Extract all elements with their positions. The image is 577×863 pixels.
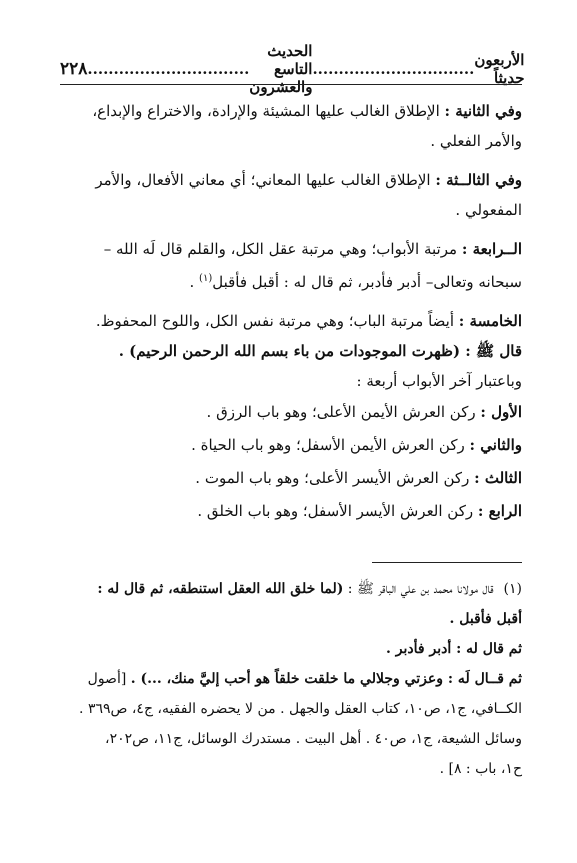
- paragraph-text: الإطلاق الغالب عليها المعاني؛ أي معاني الأفعال، والأمر المفعولي .: [95, 171, 522, 219]
- gates-list: [58, 396, 522, 528]
- paragraph-second: [58, 96, 522, 156]
- footnote-marker[interactable]: (١): [199, 273, 213, 284]
- footnote: [58, 574, 522, 784]
- header-dots: ...............................: [87, 60, 250, 78]
- paragraph-lead: وفي الثانية :: [444, 102, 522, 120]
- list-item-text: ركن العرش الأيمن الأسفل؛ وهو باب الحياة .: [191, 436, 470, 454]
- list-item-lead: الثالث :: [474, 469, 522, 487]
- footnote-line: ثم قال له : أدبر فأدبر .: [386, 641, 522, 657]
- chapter-title: الحديث التاسع والعشرون: [249, 42, 313, 96]
- paragraph-lead: وفي الثالــثة :: [435, 171, 522, 189]
- header-dots: ...............................: [312, 60, 475, 78]
- paragraph-intro-list: وباعتبار آخر الأبواب أربعة :: [356, 372, 522, 390]
- paragraph-text: الإطلاق الغالب عليها المشيئة والإرادة، والاختراع والإبداع، والأمر الفعلي .: [92, 102, 522, 150]
- footnote-text: قال مولانا محمد بن علي الباقر ﷺ :: [343, 581, 494, 597]
- footnote-number: (١): [503, 581, 522, 597]
- footnote-quote: ثم قــال لَه :: [443, 671, 522, 687]
- footnote-rule: [372, 562, 522, 563]
- page-number: ٢٢٨: [60, 59, 88, 79]
- paragraph-end: .: [189, 273, 200, 291]
- footnote-line: الكــافي، ج١، ص١٠، كتاب العقل والجهل . من لا يحضره الفقيه، ج٤، ص٣٦٩ .: [79, 701, 522, 717]
- list-item: [58, 396, 522, 429]
- list-item-text: ركن العرش الأيسر الأسفل؛ وهو باب الخلق .: [197, 502, 478, 520]
- footnote-line: [58, 574, 522, 604]
- book-title: الأربعون حديثاً: [474, 51, 525, 87]
- footnote-quote: (لما خلق الله العقل استنطقه، ثم قال له :: [97, 581, 344, 597]
- footnote-line: [58, 664, 522, 694]
- main-text: [58, 96, 522, 528]
- footnote-quote: وعزتي وجلالي ما خلقت خلقاً هو أحب إليَّ منك، ...) .: [130, 671, 444, 687]
- list-item-lead: والثاني :: [469, 436, 522, 454]
- list-item-lead: الأول :: [480, 403, 522, 421]
- paragraph-fourth: [58, 234, 522, 297]
- paragraph-text: أيضاً مرتبة الباب؛ وهي مرتبة نفس الكل، واللوح المحفوظ.: [95, 312, 459, 330]
- list-item-text: ركن العرش الأيسر الأعلى؛ وهو باب الموت .: [195, 469, 475, 487]
- list-item: [58, 462, 522, 495]
- footnote-text: [أصول: [87, 671, 131, 687]
- running-header: [60, 42, 525, 96]
- hadith-quote: قال ﷺ : (ظهرت الموجودات من باء بسم الله الرحمن الرحيم) .: [118, 342, 522, 360]
- paragraph-third: [58, 165, 522, 225]
- footnote-line: وسائل الشيعة، ج١، ص٤٠ . أهل البيت . مستدرك الوسائل، ج١١، ص٢٠٢،: [105, 731, 522, 747]
- list-item: [58, 495, 522, 528]
- footnote-line: ح١، باب : ٨] .: [439, 761, 522, 777]
- list-item: [58, 429, 522, 462]
- list-item-text: ركن العرش الأيمن الأعلى؛ وهو باب الرزق .: [206, 403, 481, 421]
- paragraph-lead: الخامسة :: [458, 312, 522, 330]
- list-item-lead: الرابع :: [477, 502, 522, 520]
- paragraph-lead: الــرابعة :: [461, 240, 522, 258]
- footnote-line: أقبل فأقبل .: [449, 611, 522, 627]
- paragraph-text: مرتبة الأبواب؛ وهي مرتبة عقل الكل، والقلم قال لَه الله – سبحانه وتعالى– أدبر فأدبر، ثم قال له : أقبل فأقبل: [103, 240, 522, 291]
- paragraph-fifth: [58, 306, 522, 336]
- header-rule: [60, 84, 522, 85]
